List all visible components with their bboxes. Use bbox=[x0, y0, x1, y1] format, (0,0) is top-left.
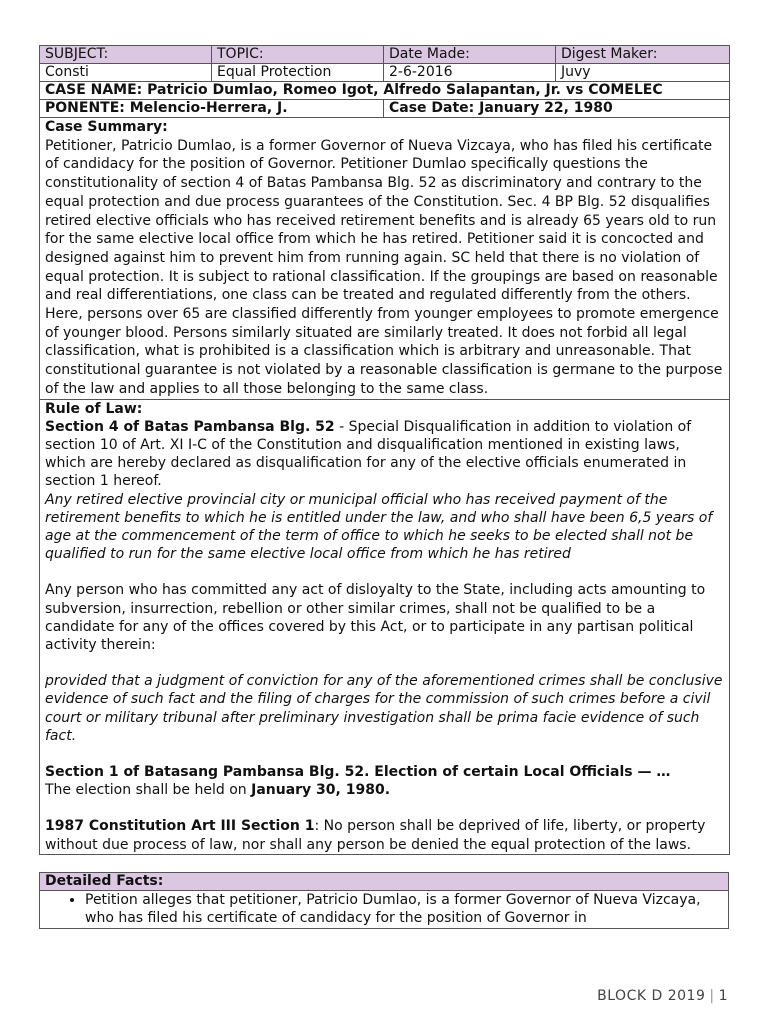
page-number: 1 bbox=[718, 988, 728, 1004]
detailed-facts-header-row bbox=[40, 872, 729, 890]
section-1-paragraph bbox=[45, 763, 724, 799]
constitution-paragraph bbox=[45, 817, 724, 853]
section-4-retired-officials: Any retired elective provincial city or municipal official who has received payment of the retirement benefits to which he is entitled under the law, and who shall have been 6,5 years of age at the commencement of the term of office to which he seeks to be elected shall not be qualified to run for the same elective local office from which he has retired bbox=[45, 491, 713, 563]
date-made-value: 2-6-2016 bbox=[384, 64, 556, 82]
detailed-facts-heading: Detailed Facts: bbox=[40, 872, 729, 890]
case-name-row bbox=[40, 82, 730, 100]
detailed-facts-body-row bbox=[40, 890, 729, 928]
constitution-text: : No person shall be deprived of life, liberty, or property without due process of law, nor shall any person be denied the equal protection of the laws. bbox=[45, 818, 706, 853]
topic-value: Equal Protection bbox=[212, 64, 384, 82]
list-item: • Petition alleges that petitioner, Patricio Dumlao, is a former Governor of Nueva Vizcaya, who has filed his certificate of candidacy for the position of Governor in bbox=[85, 891, 723, 928]
ponente-row bbox=[40, 100, 730, 118]
constitution-title: 1987 Constitution Art III Section 1 bbox=[45, 818, 315, 835]
section-1-dash: — … bbox=[632, 764, 671, 780]
topic-label: TOPIC: bbox=[212, 46, 384, 64]
case-summary-heading: Case Summary: bbox=[45, 119, 168, 135]
detailed-facts-table bbox=[39, 872, 729, 929]
proviso-paragraph: provided that a judgment of conviction for any of the aforementioned crimes shall be conclusive evidence of such fact and the filing of charges for the commission of such crimes before a civil court or military tribunal after preliminary investigation shall be prima facie evidence of such fact. bbox=[45, 673, 723, 744]
section-4-text: - Special Disqualification in addition to violation of section 10 of Art. XI I-C of the Constitution and disqualification mentioned in existing laws, which are hereby declared as disqualification for any of the elective officials enumerated in section 1 hereof. bbox=[45, 418, 692, 490]
date-made-label: Date Made: bbox=[384, 46, 556, 64]
case-summary-row bbox=[40, 118, 730, 400]
case-name: CASE NAME: Patricio Dumlao, Romeo Igot, Alfredo Salapantan, Jr. vs COMELEC bbox=[40, 82, 730, 100]
section-1-text: The election shall be held on bbox=[45, 782, 252, 799]
case-date: Case Date: January 22, 1980 bbox=[384, 100, 730, 118]
section-4-title: Section 4 of Batas Pambansa Blg. 52 bbox=[45, 418, 335, 435]
digest-page bbox=[39, 45, 729, 929]
digest-table bbox=[39, 45, 730, 855]
election-date: January 30, 1980. bbox=[251, 782, 391, 799]
ponente: PONENTE: Melencio-Herrera, J. bbox=[40, 100, 384, 118]
page-footer bbox=[597, 988, 728, 1004]
disloyalty-paragraph: Any person who has committed any act of disloyalty to the State, including acts amounting to subversion, insurrection, rebellion or other similar crimes, shall not be qualified to be a candidate for any of the offices covered by this Act, or to participate in any partisan political activity therein: bbox=[45, 582, 706, 653]
digest-maker-label: Digest Maker: bbox=[556, 46, 730, 64]
section-4-paragraph bbox=[45, 418, 724, 491]
footer-block-label: BLOCK D 2019 bbox=[597, 988, 706, 1004]
detailed-facts-list bbox=[45, 891, 723, 928]
rule-of-law-heading: Rule of Law: bbox=[45, 400, 143, 417]
footer-separator: | bbox=[709, 988, 715, 1004]
digest-maker-value: Juvy bbox=[556, 64, 730, 82]
rule-of-law-row bbox=[40, 399, 730, 854]
case-summary-text: Petitioner, Patricio Dumlao, is a former Governor of Nueva Vizcaya, who has filed his certificate of candidacy for the position of Governor. Petitioner Dumlao specifically questions the constitutionality of section 4 of Batas Pambansa Blg. 52 as discriminatory and contrary to the equal protection and due process guarantees of the Constitution. Sec. 4 BP Blg. 52 disqualifies retired elective officials who has received retirement benefits and is already 65 years old to run for the same elective local office from which he has retired. Petitioner said it is concocted and designed against him to prevent him from running again. SC held that there is no violation of equal protection. It is subject to rational classification. If the groupings are based on reasonable and real differentiations, one class can be treated and regulated differently from the others. Here, persons over 65 are classified differently from younger employees to promote emergence of younger blood. Persons similarly situated are similarly treated. It does not forbid all legal classification, what is prohibited is a classification which is arbitrary and unreasonable. That constitutional guarantee is not violated by a reasonable classification is germane to the purpose of the law and applies to all those belonging to the same class. bbox=[45, 137, 723, 397]
value-row bbox=[40, 64, 730, 82]
subject-value: Consti bbox=[40, 64, 212, 82]
header-row bbox=[40, 46, 730, 64]
subject-label: SUBJECT: bbox=[40, 46, 212, 64]
section-1-title: Section 1 of Batasang Pambansa Blg. 52. Election of certain Local Officials bbox=[45, 764, 633, 780]
